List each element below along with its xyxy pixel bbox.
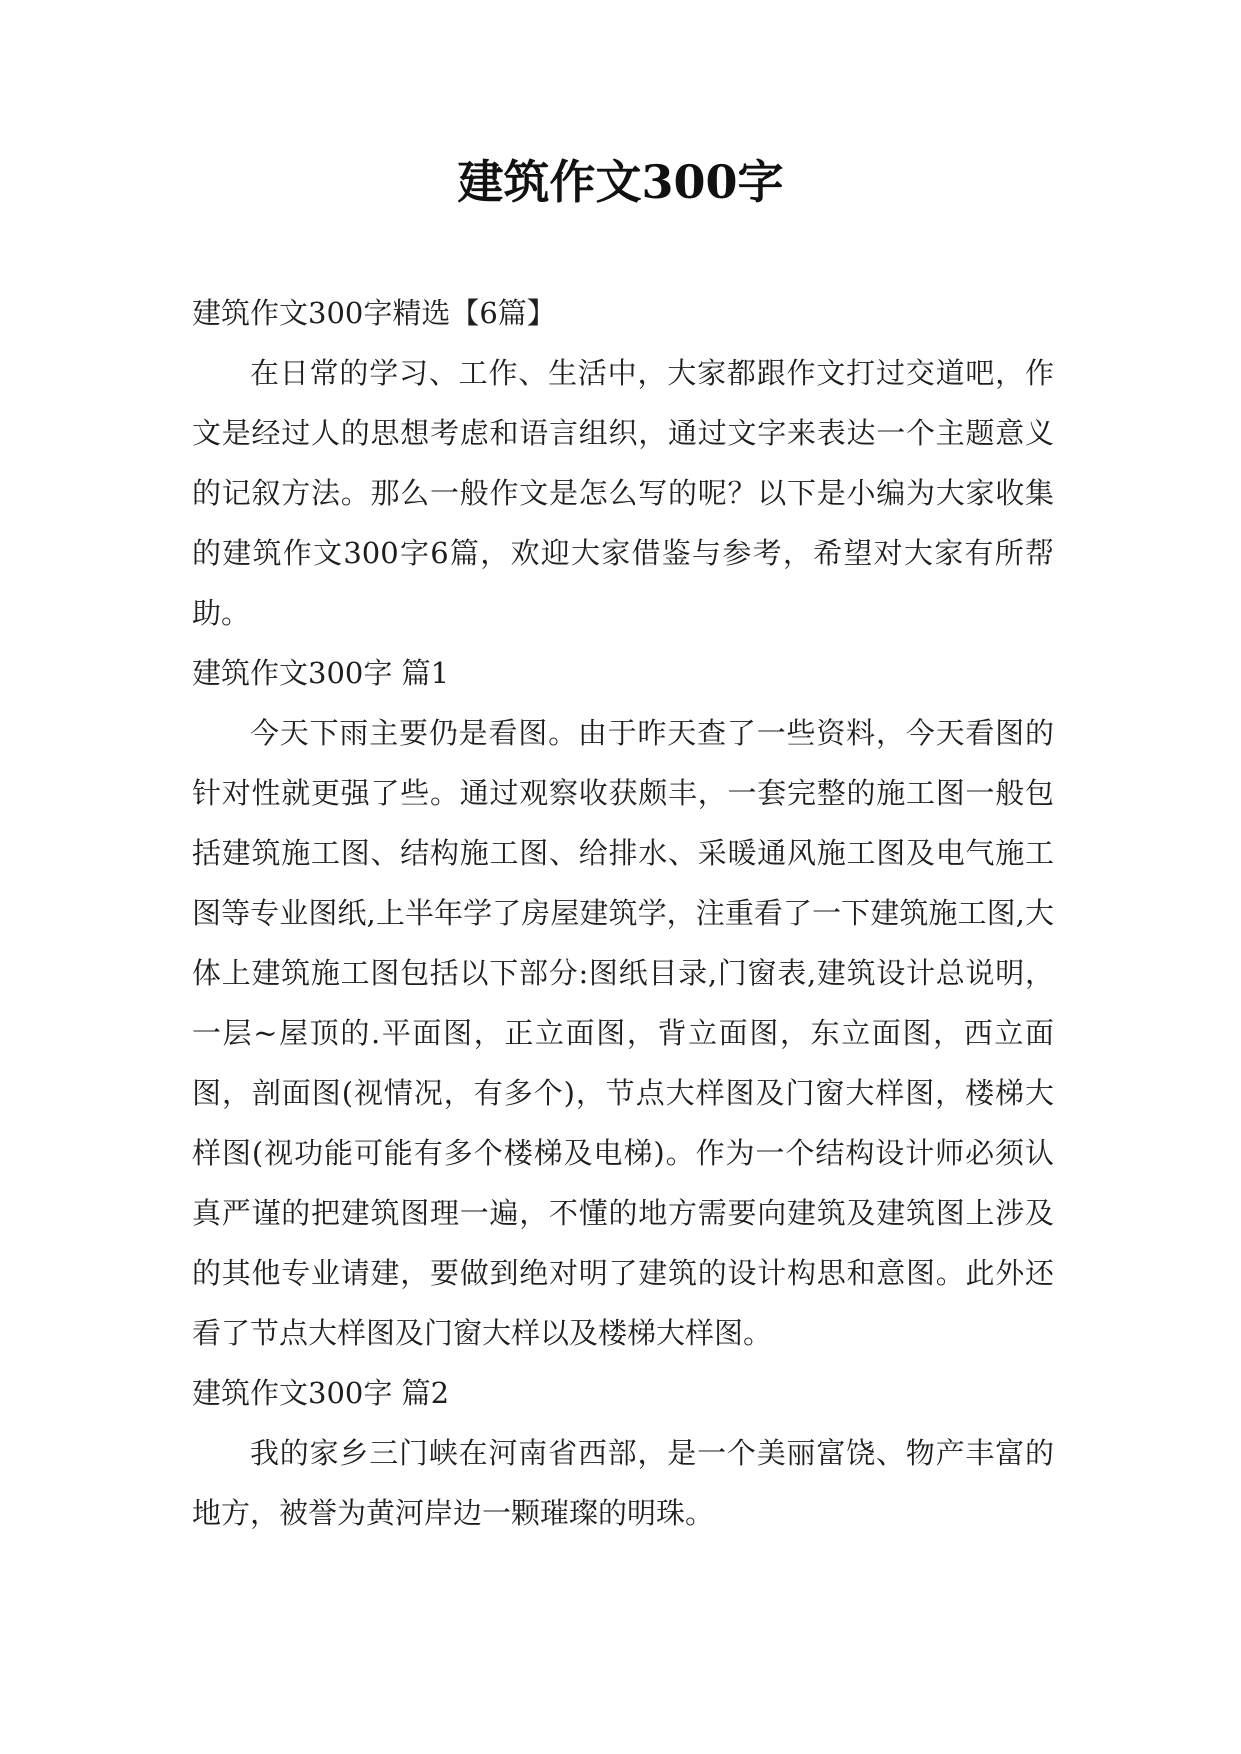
document-body — [192, 283, 1054, 1543]
section-heading-2: 建筑作文300字 篇2 — [192, 1376, 450, 1410]
section-paragraph-1: 今天下雨主要仍是看图。由于昨天查了一些资料，今天看图的针对性就更强了些。通过观察收获颇丰，一套完整的施工图一般包括建筑施工图、结构施工图、给排水、采暖通风施工图及电气施工图等专业图纸,上半年学了房屋建筑学，注重看了一下建筑施工图,大体上建筑施工图包括以下部分:图纸目录,门窗表,建筑设计总说明，一层~屋顶的.平面图，正立面图，背立面图，东立面图，西立面图，剖面图(视情况，有多个)，节点大样图及门窗大样图，楼梯大样图(视功能可能有多个楼梯及电梯)。作为一个结构设计师必须认真严谨的把建筑图理一遍，不懂的地方需要向建筑及建筑图上涉及的其他专业请建，要做到绝对明了建筑的设计构思和意图。此外还看了节点大样图及门窗大样以及楼梯大样图。 — [192, 716, 1054, 1350]
intro-paragraph: 在日常的学习、工作、生活中，大家都跟作文打过交道吧，作文是经过人的思想考虑和语言组织，通过文字来表达一个主题意义的记叙方法。那么一般作文是怎么写的呢？以下是小编为大家收集的建筑作文300字6篇，欢迎大家借鉴与参考，希望对大家有所帮助。 — [192, 356, 1054, 630]
section-heading-1: 建筑作文300字 篇1 — [192, 656, 450, 690]
document-title: 建筑作文300字 — [457, 155, 784, 209]
document-subtitle: 建筑作文300字精选【6篇】 — [192, 296, 556, 330]
section-paragraph-2: 我的家乡三门峡在河南省西部，是一个美丽富饶、物产丰富的地方，被誉为黄河岸边一颗璀璨的明珠。 — [192, 1436, 1054, 1530]
